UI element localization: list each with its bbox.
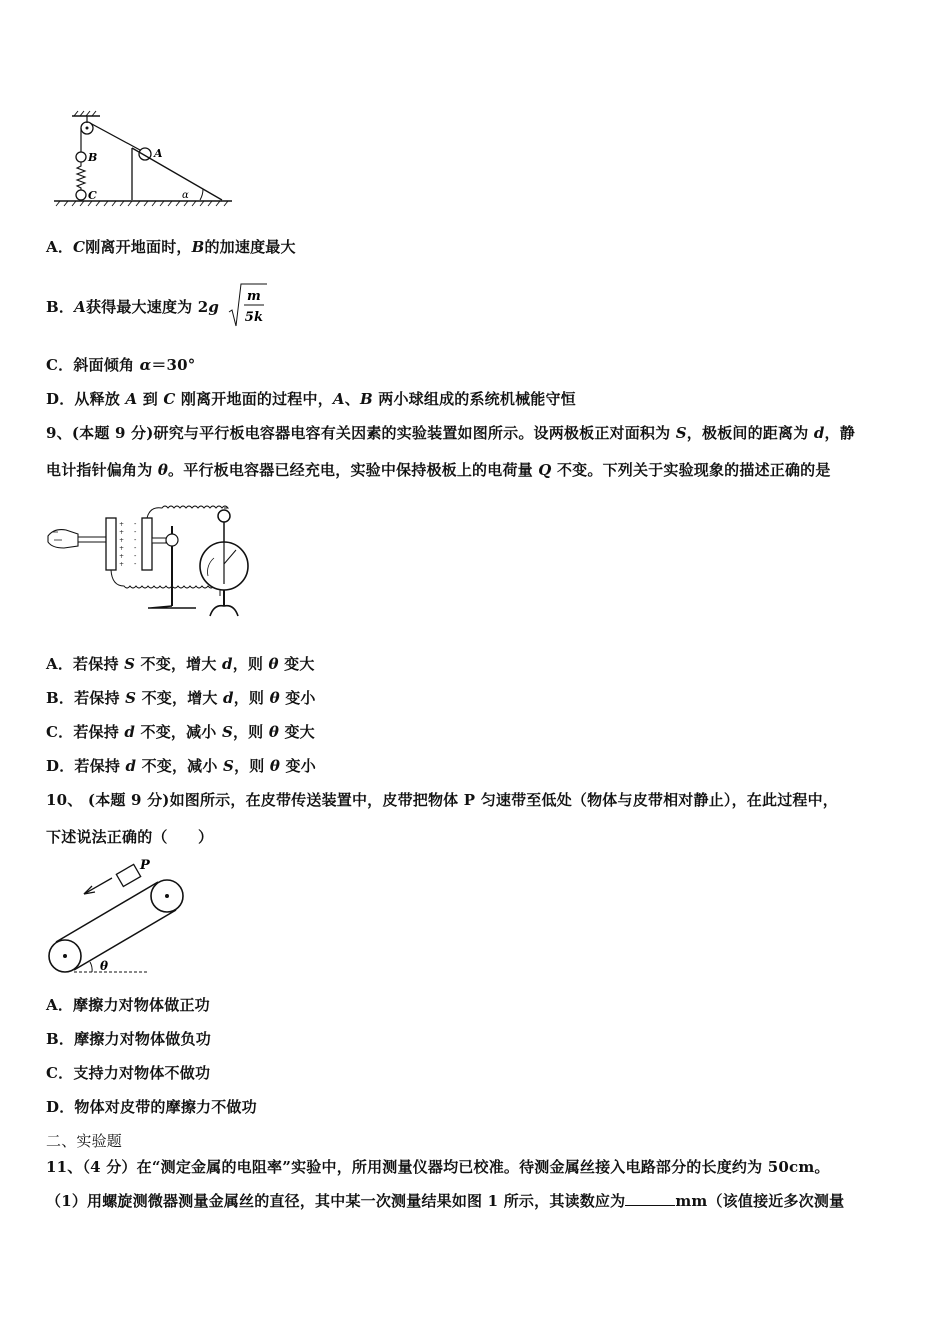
q8-option-d: D．从释放 A 到 C 刚离开地面的过程中，A、B 两小球组成的系统机械能守恒 <box>46 390 576 408</box>
q11-stem-line1: 11、（4 分）在“测定金属的电阻率”实验中，所用测量仪器均已校准。待测金属丝接入电路部分的长度约为 50cm。 <box>46 1158 830 1176</box>
q8-option-b: B．A获得最大速度为 2g m 5k <box>46 282 267 334</box>
figure-conveyor-belt <box>44 856 194 978</box>
svg-text:+: + <box>119 553 125 560</box>
q9-option-b: B．若保持 S 不变，增大 d，则 θ 变小 <box>46 689 316 707</box>
label-b: B <box>88 151 98 164</box>
q9-stem-line1: 9、(本题 9 分)研究与平行板电容器电容有关因素的实验装置如图所示。设两极板正对面积为 S，极板间的距离为 d，静 <box>46 424 855 442</box>
label-alpha: α <box>182 190 189 201</box>
q9-option-c: C．若保持 d 不变，减小 S，则 θ 变大 <box>46 723 315 741</box>
svg-text:+: + <box>119 537 125 544</box>
svg-text:-: - <box>134 544 137 552</box>
q10-option-c: C．支持力对物体不做功 <box>46 1064 211 1082</box>
svg-text:-: - <box>134 520 137 528</box>
label-a: A <box>154 147 163 160</box>
q9-stem-line2: 电计指针偏角为 θ。平行板电容器已经充电，实验中保持极板上的电荷量 Q 不变。下列关于实验现象的描述正确的是 <box>46 461 831 479</box>
q10-option-d: D．物体对皮带的摩擦力不做功 <box>46 1098 257 1116</box>
section-title: 二、实验题 <box>46 1132 123 1150</box>
q9-option-a: A．若保持 S 不变，增大 d，则 θ 变大 <box>46 655 315 673</box>
svg-text:-: - <box>134 528 137 536</box>
svg-text:-: - <box>134 552 137 560</box>
block-p <box>116 864 140 886</box>
answer-blank[interactable] <box>625 1193 675 1206</box>
label-theta: θ <box>100 959 109 973</box>
figure-pulley-incline <box>50 110 240 210</box>
q8-option-a: A．C刚离开地面时，B的加速度最大 <box>46 238 296 256</box>
figure-capacitor-electrometer <box>44 496 294 626</box>
q10-option-a: A．摩擦力对物体做正功 <box>46 996 210 1014</box>
svg-text:-: - <box>134 560 137 568</box>
q10-stem-line1: 10、 (本题 9 分)如图所示，在皮带传送装置中，皮带把物体 P 匀速带至低处（物体与皮带相对静止），在此过程中， <box>46 791 839 809</box>
q10-stem-line2: 下述说法正确的（ ） <box>46 828 214 846</box>
q9-option-d: D．若保持 d 不变，减小 S，则 θ 变小 <box>46 757 316 775</box>
svg-text:-: - <box>134 536 137 544</box>
svg-text:5k: 5k <box>244 310 263 325</box>
label-p: P <box>140 858 150 873</box>
svg-text:+: + <box>119 545 125 552</box>
svg-text:+: + <box>119 561 125 568</box>
q11-stem-line2: （1）用螺旋测微器测量金属丝的直径，其中某一次测量结果如图 1 所示，其读数应为 mm（该值接近多次测量 <box>46 1192 845 1210</box>
ball-c <box>76 190 86 200</box>
svg-text:+: + <box>119 521 125 528</box>
sqrt-fraction <box>227 282 267 334</box>
q8-option-c: C．斜面倾角 α＝30° <box>46 356 196 374</box>
svg-text:m: m <box>246 289 261 304</box>
label-c: C <box>88 189 97 202</box>
q10-option-b: B．摩擦力对物体做负功 <box>46 1030 211 1048</box>
svg-text:+: + <box>119 529 125 536</box>
ball-b <box>76 152 86 162</box>
